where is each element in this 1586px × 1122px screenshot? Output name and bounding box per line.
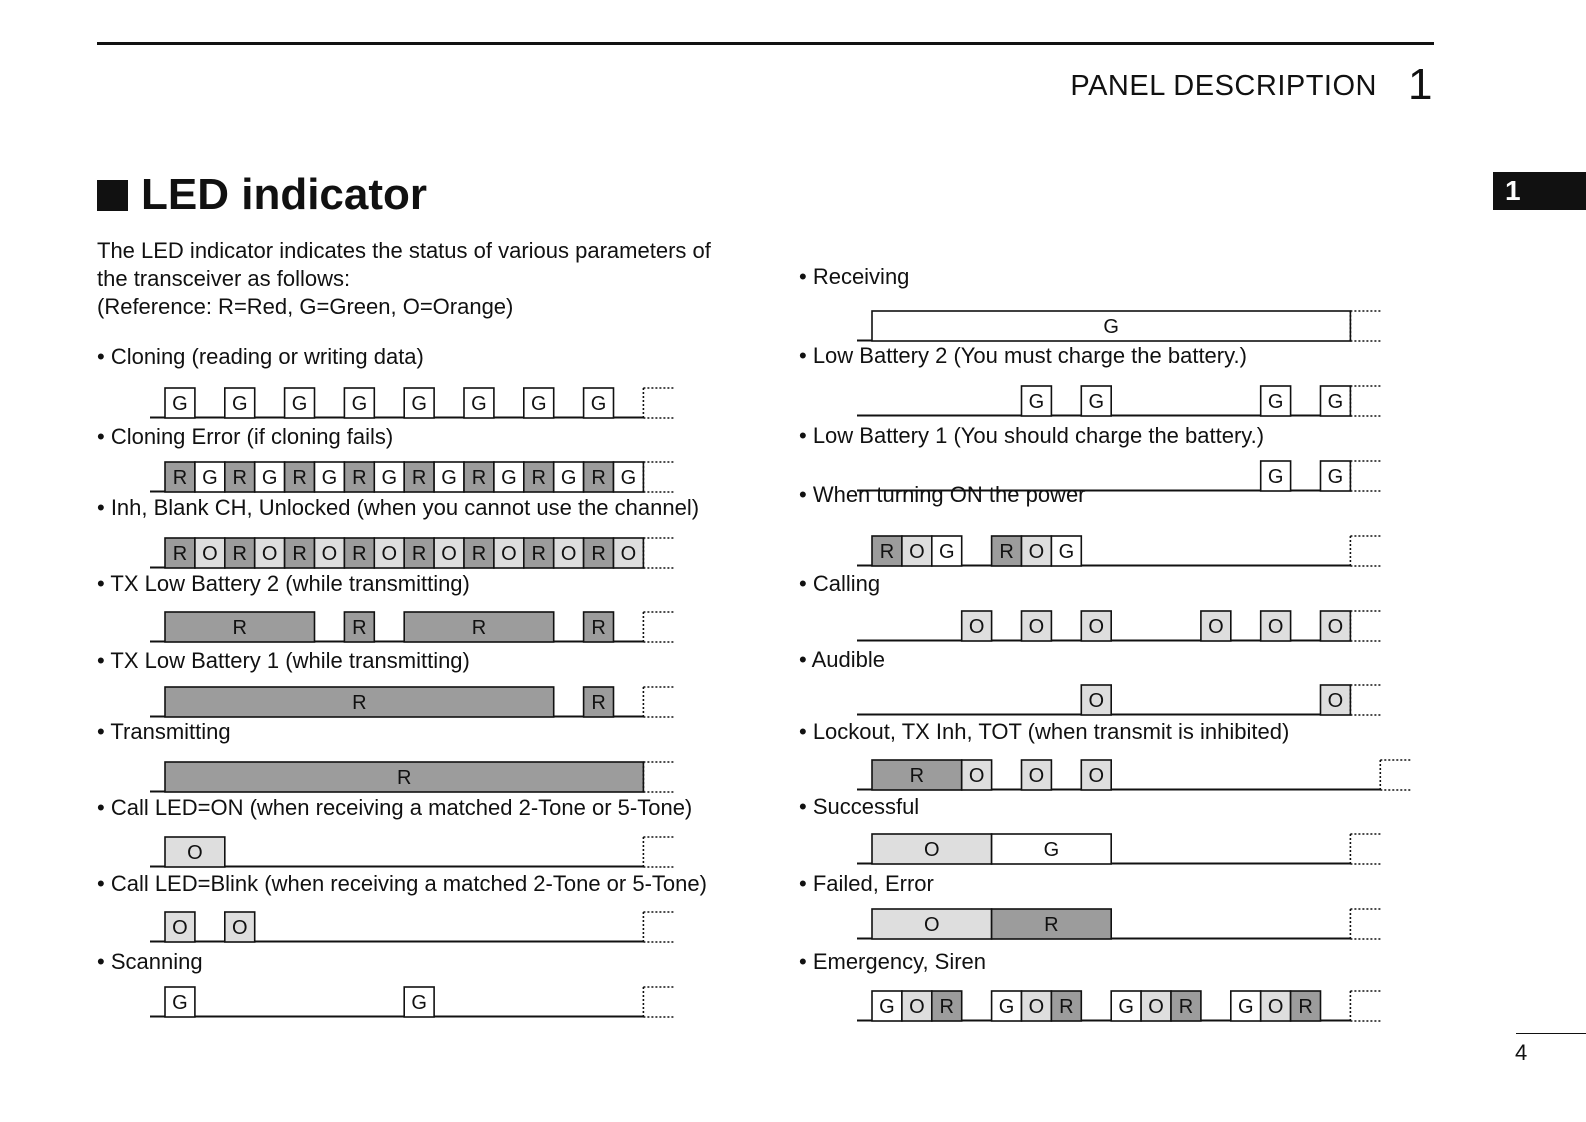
- led-cell-O: [1022, 760, 1052, 790]
- svg-text:G: G: [1118, 996, 1134, 1018]
- led-cell-G: [195, 462, 225, 492]
- svg-text:G: G: [471, 393, 487, 415]
- led-cell-R: [1051, 991, 1081, 1021]
- svg-text:O: O: [1208, 616, 1224, 638]
- svg-text:G: G: [1058, 541, 1075, 563]
- led-cell-G: [285, 388, 315, 418]
- led-cell-G: [872, 311, 1350, 341]
- svg-text:G: G: [381, 467, 398, 489]
- top-rule: [97, 42, 1434, 45]
- led-cell-R: [872, 760, 962, 790]
- svg-text:R: R: [1044, 914, 1059, 936]
- led-cell-G: [1231, 991, 1261, 1021]
- led-cell-G: [404, 388, 434, 418]
- led-timing-diagram: [150, 827, 710, 873]
- led-cell-O: [315, 538, 345, 568]
- led-cell-O: [962, 611, 992, 641]
- led-cell-O: [1022, 536, 1052, 566]
- svg-text:G: G: [172, 393, 188, 415]
- led-cell-R: [344, 612, 374, 642]
- svg-text:R: R: [232, 617, 247, 639]
- led-cell-O: [902, 536, 932, 566]
- led-pattern-label: • Failed, Error: [799, 871, 934, 896]
- led-pattern-label: • Scanning: [97, 949, 203, 974]
- svg-text:G: G: [1267, 391, 1284, 413]
- svg-text:G: G: [202, 467, 218, 489]
- led-cell-R: [404, 612, 554, 642]
- section-title: LED indicator: [141, 170, 428, 219]
- led-cell-G: [584, 388, 614, 418]
- led-cell-R: [165, 462, 195, 492]
- led-pattern-label: • Inh, Blank CH, Unlocked (when you cannot use the channel): [97, 495, 700, 520]
- led-pattern-label: • Cloning (reading or writing data): [97, 344, 424, 369]
- led-cell-R: [404, 538, 434, 568]
- led-cell-R: [584, 687, 614, 717]
- svg-text:G: G: [620, 467, 637, 489]
- led-cell-R: [404, 462, 434, 492]
- svg-text:G: G: [291, 393, 308, 415]
- led-cell-G: [614, 462, 644, 492]
- side-tab: 1: [1493, 172, 1586, 210]
- led-cell-R: [165, 612, 315, 642]
- led-cell-R: [464, 462, 494, 492]
- led-cell-R: [524, 462, 554, 492]
- svg-text:O: O: [501, 543, 517, 565]
- led-timing-diagram: [150, 378, 710, 424]
- svg-text:O: O: [1088, 690, 1105, 712]
- section-heading: [97, 170, 427, 220]
- svg-text:R: R: [352, 617, 367, 639]
- led-cell-R: [225, 538, 255, 568]
- svg-text:R: R: [999, 541, 1014, 563]
- svg-text:R: R: [471, 543, 487, 565]
- led-cell-R: [992, 536, 1022, 566]
- led-cell-G: [225, 388, 255, 418]
- led-cell-O: [165, 912, 195, 942]
- led-cell-G: [1051, 536, 1081, 566]
- led-cell-R: [584, 612, 614, 642]
- svg-text:G: G: [231, 393, 248, 415]
- page-number: 4: [1515, 1040, 1528, 1065]
- led-timing-diagram: [857, 675, 1417, 721]
- led-cell-R: [165, 687, 554, 717]
- led-cell-G: [992, 834, 1112, 864]
- led-cell-O: [1022, 991, 1052, 1021]
- svg-text:G: G: [441, 467, 457, 489]
- svg-text:O: O: [1028, 541, 1045, 563]
- svg-text:R: R: [232, 467, 247, 489]
- svg-text:O: O: [968, 616, 985, 638]
- led-cell-G: [872, 991, 902, 1021]
- led-cell-G: [1081, 386, 1111, 416]
- led-cell-O: [1321, 611, 1351, 641]
- svg-text:R: R: [352, 543, 367, 565]
- led-cell-O: [1201, 611, 1231, 641]
- svg-text:O: O: [1028, 616, 1045, 638]
- svg-text:O: O: [909, 541, 925, 563]
- svg-text:O: O: [1327, 690, 1344, 712]
- led-cell-O: [1022, 611, 1052, 641]
- svg-text:O: O: [261, 543, 278, 565]
- led-cell-O: [1141, 991, 1171, 1021]
- svg-text:G: G: [501, 467, 517, 489]
- svg-text:O: O: [172, 917, 188, 939]
- led-cell-R: [165, 538, 195, 568]
- svg-text:R: R: [352, 692, 367, 714]
- svg-text:G: G: [938, 541, 955, 563]
- svg-text:R: R: [172, 467, 188, 489]
- led-cell-G: [165, 987, 195, 1017]
- led-cell-R: [344, 538, 374, 568]
- led-cell-G: [1321, 386, 1351, 416]
- led-cell-O: [1081, 611, 1111, 641]
- led-cell-R: [1171, 991, 1201, 1021]
- led-cell-G: [494, 462, 524, 492]
- led-cell-O: [902, 991, 932, 1021]
- led-cell-G: [315, 462, 345, 492]
- svg-text:R: R: [292, 543, 307, 565]
- svg-text:G: G: [1043, 839, 1060, 861]
- svg-text:G: G: [261, 467, 278, 489]
- svg-text:R: R: [591, 692, 606, 714]
- led-cell-G: [344, 388, 374, 418]
- led-timing-diagram: [150, 602, 710, 648]
- svg-text:G: G: [1237, 996, 1254, 1018]
- svg-text:R: R: [172, 543, 188, 565]
- svg-text:G: G: [1327, 391, 1344, 413]
- svg-text:O: O: [1028, 996, 1045, 1018]
- led-cell-G: [1261, 461, 1291, 491]
- led-cell-G: [374, 462, 404, 492]
- led-cell-G: [165, 388, 195, 418]
- svg-text:R: R: [591, 617, 606, 639]
- svg-text:G: G: [530, 393, 547, 415]
- led-cell-O: [255, 538, 285, 568]
- led-cell-G: [255, 462, 285, 492]
- intro-text: [97, 237, 711, 321]
- led-cell-G: [1261, 386, 1291, 416]
- led-pattern-label: • TX Low Battery 1 (while transmitting): [97, 648, 470, 673]
- svg-text:O: O: [1028, 765, 1045, 787]
- svg-text:R: R: [1059, 996, 1074, 1018]
- led-cell-R: [165, 762, 643, 792]
- led-cell-O: [1261, 991, 1291, 1021]
- svg-text:O: O: [620, 543, 637, 565]
- led-cell-R: [584, 538, 614, 568]
- svg-text:R: R: [471, 617, 487, 639]
- led-cell-O: [872, 834, 992, 864]
- intro-line: the transceiver as follows:: [97, 266, 351, 291]
- svg-text:O: O: [968, 765, 985, 787]
- led-pattern-label: • Successful: [799, 794, 920, 819]
- svg-text:R: R: [396, 767, 412, 789]
- svg-text:R: R: [352, 467, 367, 489]
- led-pattern-label: • Audible: [799, 647, 885, 672]
- svg-text:O: O: [1267, 616, 1284, 638]
- svg-text:G: G: [1327, 466, 1344, 488]
- svg-text:O: O: [321, 543, 338, 565]
- led-cell-O: [165, 837, 225, 867]
- svg-text:R: R: [531, 467, 546, 489]
- led-cell-O: [962, 760, 992, 790]
- svg-text:O: O: [1327, 616, 1344, 638]
- led-cell-R: [1291, 991, 1321, 1021]
- svg-text:G: G: [1267, 466, 1284, 488]
- led-cell-G: [992, 991, 1022, 1021]
- led-timing-diagram: [857, 601, 1417, 647]
- svg-text:G: G: [590, 393, 607, 415]
- led-pattern-label: • Low Battery 2 (You must charge the battery.): [799, 343, 1247, 368]
- svg-text:G: G: [998, 996, 1015, 1018]
- led-cell-R: [932, 991, 962, 1021]
- svg-text:R: R: [1298, 996, 1313, 1018]
- header-section-title: PANEL DESCRIPTION: [1070, 70, 1377, 102]
- svg-text:O: O: [231, 917, 248, 939]
- led-pattern-label: • Low Battery 1 (You should charge the battery.): [799, 423, 1265, 448]
- led-timing-diagram: [857, 981, 1417, 1027]
- led-cell-G: [464, 388, 494, 418]
- led-cell-R: [524, 538, 554, 568]
- led-cell-O: [195, 538, 225, 568]
- svg-text:R: R: [471, 467, 487, 489]
- led-cell-O: [374, 538, 404, 568]
- led-cell-O: [1081, 760, 1111, 790]
- led-cell-R: [872, 536, 902, 566]
- svg-text:O: O: [187, 842, 203, 864]
- led-timing-diagram: [857, 899, 1417, 945]
- svg-text:O: O: [202, 543, 218, 565]
- led-cell-G: [404, 987, 434, 1017]
- svg-text:R: R: [909, 765, 925, 787]
- led-cell-R: [464, 538, 494, 568]
- led-pattern-label: • Emergency, Siren: [799, 949, 987, 974]
- led-cell-G: [1111, 991, 1141, 1021]
- led-cell-G: [434, 462, 464, 492]
- svg-text:G: G: [411, 393, 427, 415]
- intro-line: (Reference: R=Red, G=Green, O=Orange): [97, 294, 514, 319]
- led-cell-R: [992, 909, 1112, 939]
- led-timing-diagram: [150, 528, 710, 574]
- led-timing-diagram: [150, 752, 710, 798]
- led-timing-diagram: [150, 977, 710, 1023]
- svg-text:R: R: [292, 467, 307, 489]
- led-pattern-label: • Receiving: [799, 264, 910, 289]
- svg-text:G: G: [411, 992, 427, 1014]
- svg-text:O: O: [1148, 996, 1164, 1018]
- led-cell-O: [872, 909, 992, 939]
- led-cell-G: [932, 536, 962, 566]
- led-cell-R: [584, 462, 614, 492]
- svg-text:O: O: [381, 543, 398, 565]
- svg-text:O: O: [1267, 996, 1284, 1018]
- led-pattern-label: • TX Low Battery 2 (while transmitting): [97, 571, 470, 596]
- led-cell-G: [554, 462, 584, 492]
- svg-text:G: G: [560, 467, 577, 489]
- led-cell-O: [1261, 611, 1291, 641]
- led-cell-G: [1321, 461, 1351, 491]
- svg-text:R: R: [879, 541, 895, 563]
- led-pattern-label: • Lockout, TX Inh, TOT (when transmit is inhibited): [799, 719, 1290, 744]
- led-cell-R: [225, 462, 255, 492]
- led-pattern-label: • Call LED=ON (when receiving a matched 2-Tone or 5-Tone): [97, 795, 693, 820]
- led-cell-R: [285, 462, 315, 492]
- led-pattern-label: • Calling: [799, 571, 881, 596]
- led-cell-O: [225, 912, 255, 942]
- svg-text:G: G: [1103, 316, 1119, 338]
- led-pattern-label: • When turning ON the power: [799, 482, 1086, 507]
- svg-text:R: R: [591, 543, 606, 565]
- led-cell-O: [554, 538, 584, 568]
- svg-text:R: R: [411, 543, 427, 565]
- page-number-rule: [1516, 1033, 1586, 1034]
- led-cell-O: [1081, 685, 1111, 715]
- svg-text:O: O: [924, 839, 940, 861]
- svg-text:G: G: [879, 996, 895, 1018]
- led-cell-G: [524, 388, 554, 418]
- led-timing-diagram: [857, 376, 1417, 422]
- svg-text:O: O: [909, 996, 925, 1018]
- svg-text:O: O: [1088, 765, 1105, 787]
- svg-text:O: O: [560, 543, 577, 565]
- led-timing-diagram: [150, 452, 710, 498]
- svg-text:R: R: [591, 467, 606, 489]
- led-cell-O: [614, 538, 644, 568]
- led-timing-diagram: [150, 677, 710, 723]
- svg-text:R: R: [411, 467, 427, 489]
- svg-text:R: R: [531, 543, 546, 565]
- square-bullet-icon: [97, 180, 128, 211]
- led-timing-diagram: [857, 301, 1417, 347]
- svg-text:R: R: [232, 543, 247, 565]
- led-pattern-label: • Call LED=Blink (when receiving a matched 2-Tone or 5-Tone): [97, 871, 707, 896]
- intro-line: The LED indicator indicates the status of various parameters of: [97, 238, 711, 263]
- led-cell-O: [434, 538, 464, 568]
- led-timing-diagram: [857, 750, 1417, 796]
- led-cell-O: [1321, 685, 1351, 715]
- svg-text:R: R: [939, 996, 954, 1018]
- led-pattern-label: • Transmitting: [97, 719, 231, 744]
- led-pattern-label: • Cloning Error (if cloning fails): [97, 424, 394, 449]
- svg-text:R: R: [1178, 996, 1194, 1018]
- led-timing-diagram: [857, 526, 1417, 572]
- header-chapter-number: 1: [1408, 60, 1433, 109]
- svg-text:G: G: [351, 393, 368, 415]
- led-timing-diagram: [150, 902, 710, 948]
- svg-text:O: O: [924, 914, 940, 936]
- led-cell-G: [1022, 386, 1052, 416]
- led-cell-R: [344, 462, 374, 492]
- led-cell-O: [494, 538, 524, 568]
- svg-text:O: O: [441, 543, 457, 565]
- svg-text:G: G: [172, 992, 188, 1014]
- led-timing-diagram: [857, 824, 1417, 870]
- led-cell-R: [285, 538, 315, 568]
- svg-text:O: O: [1088, 616, 1105, 638]
- svg-text:G: G: [1088, 391, 1105, 413]
- svg-text:G: G: [1028, 391, 1045, 413]
- svg-text:G: G: [321, 467, 338, 489]
